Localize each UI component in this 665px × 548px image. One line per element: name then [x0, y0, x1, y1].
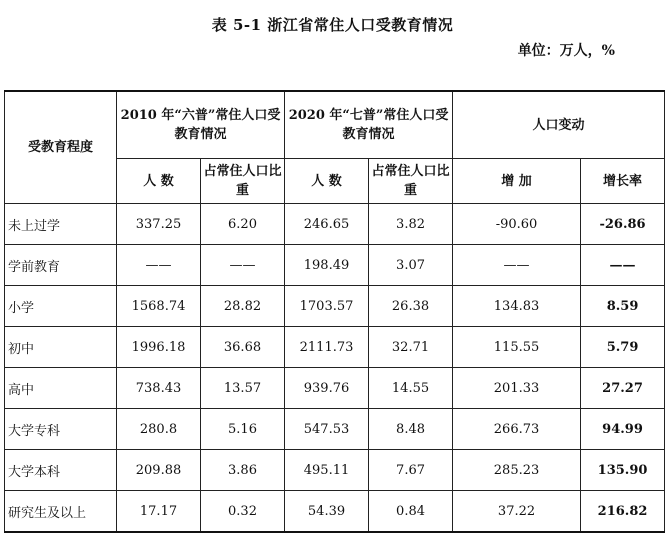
cell-increase: -90.60 — [453, 204, 581, 245]
cell-growth-rate: 8.59 — [581, 286, 665, 327]
cell-level: 研究生及以上 — [5, 491, 117, 533]
cell-level: 高中 — [5, 368, 117, 409]
cell-growth-rate: 94.99 — [581, 409, 665, 450]
cell-2020-count: 1703.57 — [285, 286, 369, 327]
cell-growth-rate: —— — [581, 245, 665, 286]
cell-2020-share: 26.38 — [369, 286, 453, 327]
table-row — [5, 327, 665, 368]
cell-increase: 37.22 — [453, 491, 581, 533]
cell-2020-count: 198.49 — [285, 245, 369, 286]
cell-growth-rate: 216.82 — [581, 491, 665, 533]
cell-2010-count: 1568.74 — [117, 286, 201, 327]
table-title: 表 5-1 浙江省常住人口受教育情况 — [211, 16, 454, 34]
cell-2010-count: 337.25 — [117, 204, 201, 245]
header-2020-group: 2020 年“七普”常住人口受教育情况 — [285, 91, 453, 159]
cell-2010-count: —— — [117, 245, 201, 286]
cell-level: 学前教育 — [5, 245, 117, 286]
cell-2020-share: 3.07 — [369, 245, 453, 286]
cell-2020-share: 14.55 — [369, 368, 453, 409]
table-row — [5, 409, 665, 450]
cell-increase: 134.83 — [453, 286, 581, 327]
header-2020-count: 人 数 — [285, 159, 369, 204]
cell-2020-share: 7.67 — [369, 450, 453, 491]
cell-2020-share: 3.82 — [369, 204, 453, 245]
cell-2010-share: 6.20 — [201, 204, 285, 245]
table-row — [5, 368, 665, 409]
cell-increase: 201.33 — [453, 368, 581, 409]
cell-2020-count: 547.53 — [285, 409, 369, 450]
cell-level: 未上过学 — [5, 204, 117, 245]
cell-2020-count: 246.65 — [285, 204, 369, 245]
cell-2010-share: 5.16 — [201, 409, 285, 450]
header-2020-share: 占常住人口比重 — [369, 159, 453, 204]
unit-label: 单位：万人，% — [517, 43, 615, 59]
cell-increase: 115.55 — [453, 327, 581, 368]
cell-increase: 266.73 — [453, 409, 581, 450]
cell-2010-share: 3.86 — [201, 450, 285, 491]
table-row — [5, 450, 665, 491]
table-body — [5, 204, 665, 533]
cell-2010-share: —— — [201, 245, 285, 286]
table-row — [5, 245, 665, 286]
cell-2010-share: 36.68 — [201, 327, 285, 368]
cell-2010-share: 13.57 — [201, 368, 285, 409]
cell-2020-count: 939.76 — [285, 368, 369, 409]
cell-growth-rate: 5.79 — [581, 327, 665, 368]
header-2010-group: 2010 年“六普”常住人口受教育情况 — [117, 91, 285, 159]
header-growth-rate: 增长率 — [581, 159, 665, 204]
cell-2020-share: 8.48 — [369, 409, 453, 450]
cell-2020-share: 32.71 — [369, 327, 453, 368]
cell-increase: 285.23 — [453, 450, 581, 491]
cell-2010-share: 0.32 — [201, 491, 285, 533]
cell-2020-count: 54.39 — [285, 491, 369, 533]
cell-2010-count: 209.88 — [117, 450, 201, 491]
header-increase: 增 加 — [453, 159, 581, 204]
cell-2010-count: 17.17 — [117, 491, 201, 533]
cell-growth-rate: 27.27 — [581, 368, 665, 409]
cell-level: 小学 — [5, 286, 117, 327]
header-education-level: 受教育程度 — [5, 91, 117, 204]
cell-level: 大学本科 — [5, 450, 117, 491]
cell-growth-rate: -26.86 — [581, 204, 665, 245]
cell-2010-count: 1996.18 — [117, 327, 201, 368]
table-row — [5, 204, 665, 245]
header-change-group: 人口变动 — [453, 91, 665, 159]
table-row — [5, 286, 665, 327]
header-2010-count: 人 数 — [117, 159, 201, 204]
table-row — [5, 491, 665, 533]
cell-2020-share: 0.84 — [369, 491, 453, 533]
cell-2010-share: 28.82 — [201, 286, 285, 327]
education-table — [4, 90, 665, 533]
cell-level: 初中 — [5, 327, 117, 368]
cell-2020-count: 495.11 — [285, 450, 369, 491]
cell-2010-count: 280.8 — [117, 409, 201, 450]
cell-growth-rate: 135.90 — [581, 450, 665, 491]
header-2010-share: 占常住人口比重 — [201, 159, 285, 204]
cell-2010-count: 738.43 — [117, 368, 201, 409]
cell-increase: —— — [453, 245, 581, 286]
cell-2020-count: 2111.73 — [285, 327, 369, 368]
cell-level: 大学专科 — [5, 409, 117, 450]
